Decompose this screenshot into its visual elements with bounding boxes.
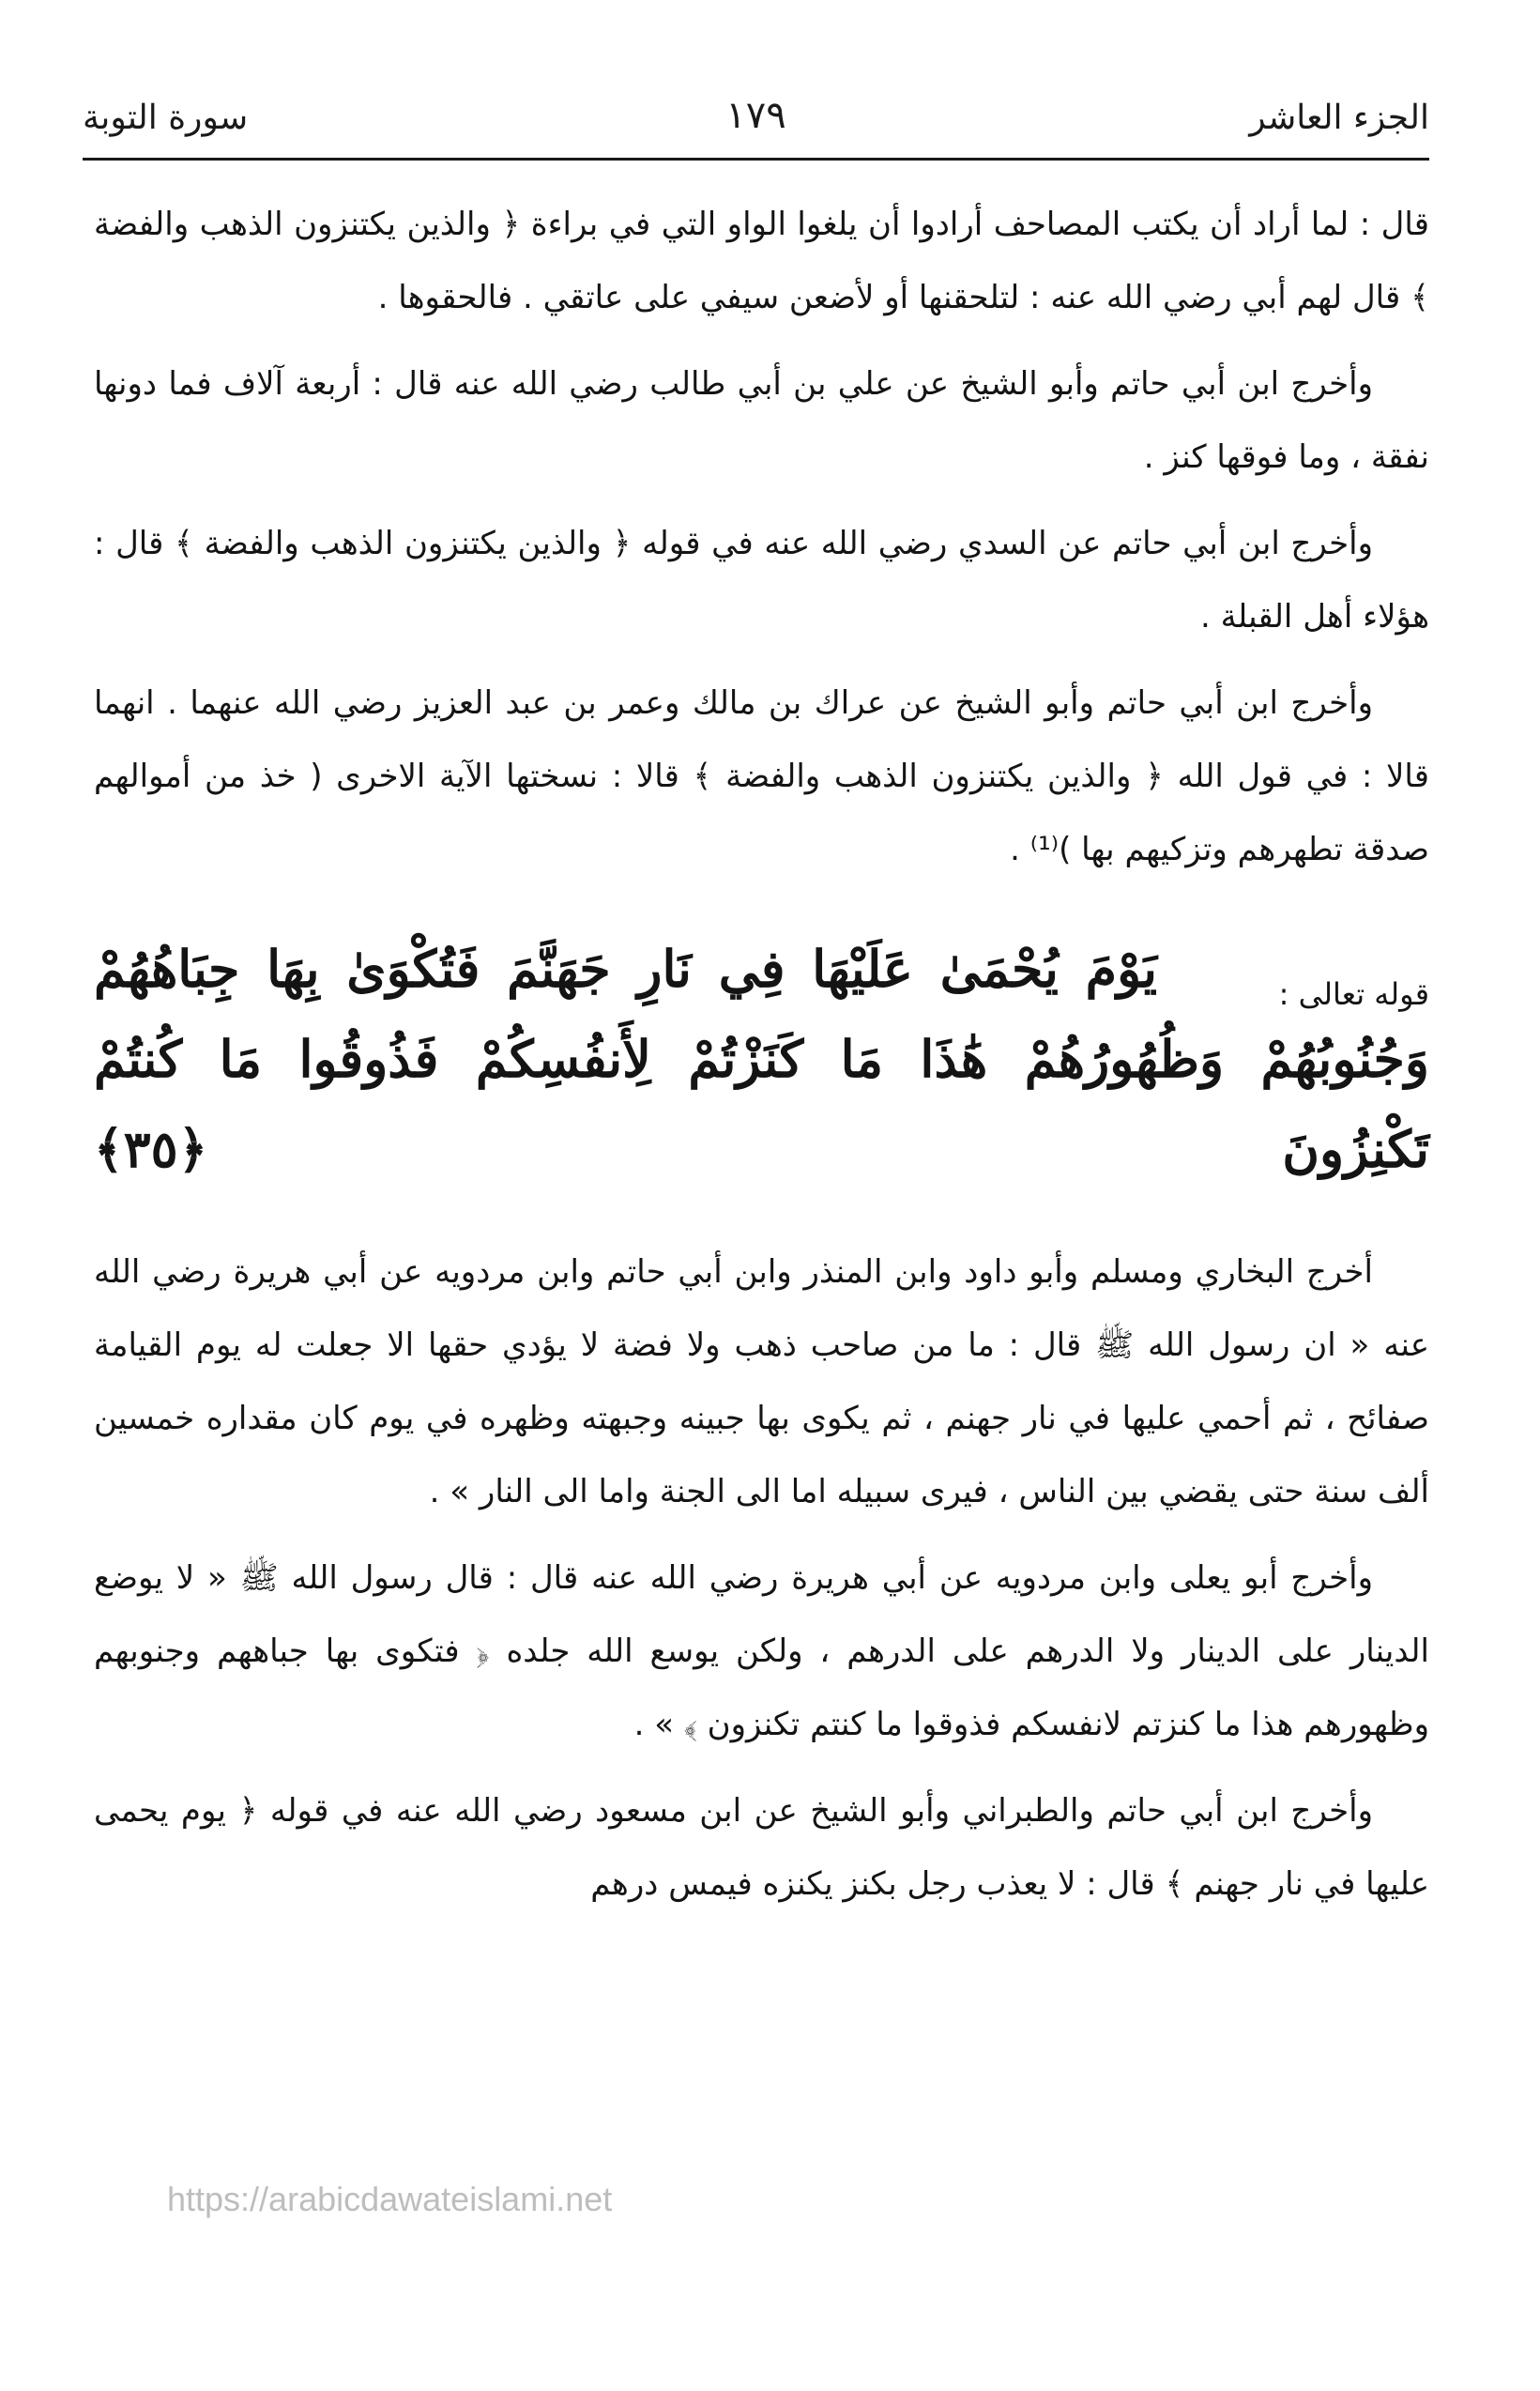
surah-title: سورة التوبة — [83, 99, 249, 137]
part-title: الجزء العاشر — [1249, 99, 1429, 137]
page-header — [83, 73, 1429, 161]
verse-line-1: يَوْمَ يُحْمَىٰ عَلَيْهَا فِي نَارِ جَهَنَّمَ فَتُكْوَىٰ بِهَا جِبَاهُهُمْ — [94, 939, 1157, 999]
paragraph: قال : لما أراد أن يكتب المصاحف أرادوا أن يلغوا الواو التي في براءة ﴿ والذين يكتنزون الذهب والفضة ﴾ قال لهم أبي رضي الله عنه : لتلحقنها أو لأضعن سيفي على عاتقي . فالحقوها . — [94, 206, 1429, 316]
paragraph: أخرج البخاري ومسلم وأبو داود وابن المنذر وابن أبي حاتم وابن مردويه عن أبي هريرة رضي الله عنه « ان رسول الله ﷺ قال : ما من صاحب ذهب ولا فضة لا يؤدي حقها الا جعلت له يوم القيامة صفائح ، ثم أحمي عليها في نار جهنم ، ثم يكوى بها جبينه وجبهته وظهره في يوم كان مقداره خمسين ألف سنة حتى يقضي بين الناس ، فيرى سبيله اما الى الجنة واما الى النار » . — [94, 1253, 1429, 1510]
watermark-url: https://arabicdawateislami.net — [167, 2180, 613, 2218]
verse-line-2: وَجُنُوبُهُمْ وَظُهُورُهُمْ هَٰذَا مَا كَنَزْتُمْ لِأَنفُسِكُمْ فَذُوقُوا مَا كُنتُمْ تَكْنِزُونَ ﴿٣٥﴾ — [94, 1029, 1429, 1179]
paragraph: وأخرج ابن أبي حاتم والطبراني وأبو الشيخ عن ابن مسعود رضي الله عنه في قوله ﴿ يوم يحمى عليها في نار جهنم ﴾ قال : لا يعذب رجل بكنز يكنزه فيمس درهم — [94, 1792, 1429, 1903]
page-body — [94, 188, 1429, 1934]
paragraph: وأخرج ابن أبي حاتم عن السدي رضي الله عنه في قوله ﴿ والذين يكتنزون الذهب والفضة ﴾ قال : هؤلاء أهل القبلة . — [94, 525, 1429, 636]
paragraph: وأخرج أبو يعلى وابن مردويه عن أبي هريرة رضي الله عنه قال : قال رسول الله ﷺ « لا يوضع الدينار على الدينار ولا الدرهم على الدرهم ، ولكن يوسع الله جلده ﴿ فتكوى بها جباههم وجنوبهم وظهورهم هذا ما كنزتم لانفسكم فذوقوا ما كنتم تكنزون ﴾ » . — [94, 1559, 1429, 1743]
paragraph: وأخرج ابن أبي حاتم وأبو الشيخ عن علي بن أبي طالب رضي الله عنه قال : أربعة آلاف فما دونها نفقة ، وما فوقها كنز . — [94, 365, 1429, 476]
verse-intro: قوله تعالى : — [1278, 976, 1429, 1012]
paragraph: وأخرج ابن أبي حاتم وأبو الشيخ عن عراك بن مالك وعمر بن عبد العزيز رضي الله عنهما . انهما قالا : في قول الله ﴿ والذين يكتنزون الذهب والفضة ﴾ قالا : نسختها الآية الاخرى ( خذ من أموالهم صدقة تطهرهم وتزكيهم بها )⁽¹⁾ . — [94, 684, 1429, 868]
quran-verse-block — [94, 924, 1429, 1194]
page-number: ١٧٩ — [725, 94, 786, 137]
